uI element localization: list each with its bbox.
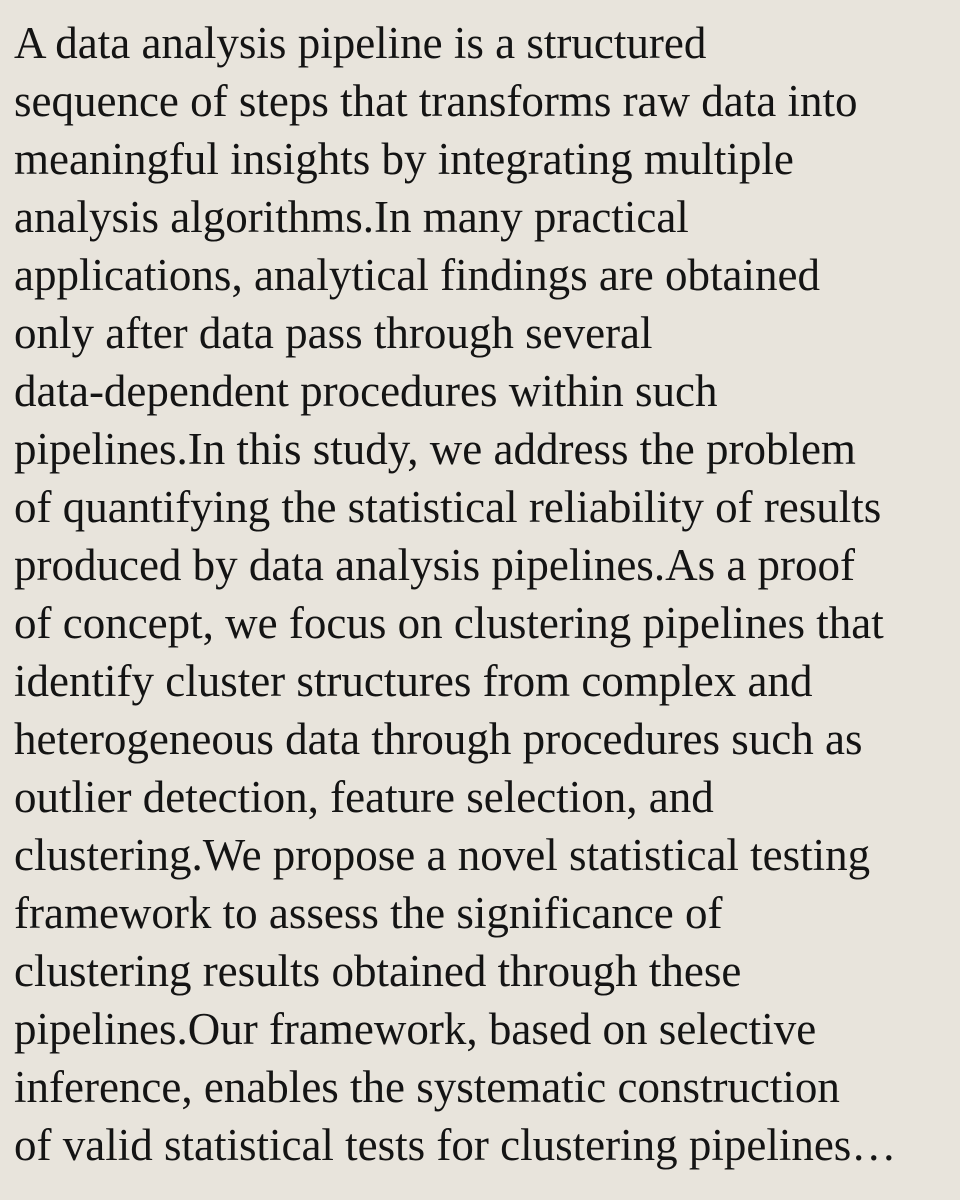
abstract-paragraph <box>14 14 960 1174</box>
text-line: pipelines.Our framework, based on selective <box>14 1004 817 1054</box>
text-line: heterogeneous data through procedures such as <box>14 714 863 764</box>
text-line: of valid statistical tests for clustering pipelines… <box>14 1120 897 1170</box>
text-line: analysis algorithms.In many practical <box>14 192 689 242</box>
text-line: of quantifying the statistical reliability of results <box>14 482 882 532</box>
text-line: pipelines.In this study, we address the problem <box>14 424 856 474</box>
text-line: sequence of steps that transforms raw data into <box>14 76 858 126</box>
text-line: only after data pass through several <box>14 308 653 358</box>
text-line: applications, analytical findings are obtained <box>14 250 820 300</box>
text-line: produced by data analysis pipelines.As a proof <box>14 540 856 590</box>
text-line: meaningful insights by integrating multiple <box>14 134 794 184</box>
text-line: A data analysis pipeline is a structured <box>14 18 707 68</box>
text-line: framework to assess the significance of <box>14 888 723 938</box>
text-line: clustering.We propose a novel statistical testing <box>14 830 871 880</box>
text-line: inference, enables the systematic construction <box>14 1062 840 1112</box>
text-line: clustering results obtained through these <box>14 946 742 996</box>
text-line: identify cluster structures from complex and <box>14 656 813 706</box>
text-line: of concept, we focus on clustering pipelines that <box>14 598 884 648</box>
text-line: outlier detection, feature selection, and <box>14 772 714 822</box>
text-line: data-dependent procedures within such <box>14 366 718 416</box>
